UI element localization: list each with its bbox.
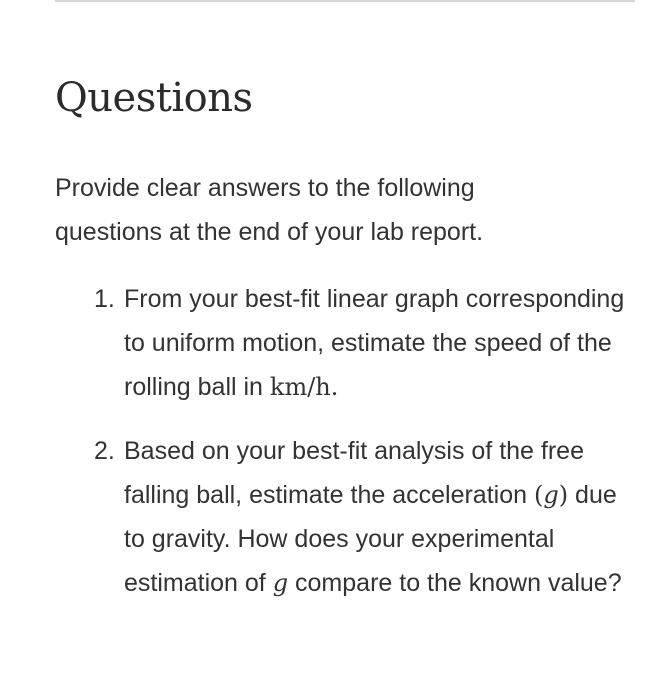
questions-list [0, 277, 672, 605]
intro-paragraph: Provide clear answers to the following questions at the end of your lab report. [55, 174, 484, 246]
symbol-g: g [543, 481, 559, 509]
question-text: Based on your best-fit analysis of the free falling ball, estimate the acceleration [124, 437, 584, 509]
question-text: due to gravity. How does your experimental estimation of [124, 481, 617, 597]
question-text: compare to the known value? [295, 569, 622, 597]
question-item [0, 429, 672, 605]
section-heading: Questions [55, 75, 253, 121]
question-number: 1. [94, 285, 115, 313]
paren-open: ( [533, 481, 544, 509]
top-divider [55, 0, 635, 2]
question-number: 2. [94, 437, 115, 465]
question-text: From your best-fit linear graph corresponding to uniform motion, estimate the speed of the rolling ball in [124, 285, 625, 401]
unit-km-per-h: km/h [269, 373, 331, 401]
sentence-end: . [330, 373, 339, 401]
paren-close: ) [558, 481, 569, 509]
symbol-g: g [272, 569, 289, 597]
question-item [0, 277, 672, 409]
